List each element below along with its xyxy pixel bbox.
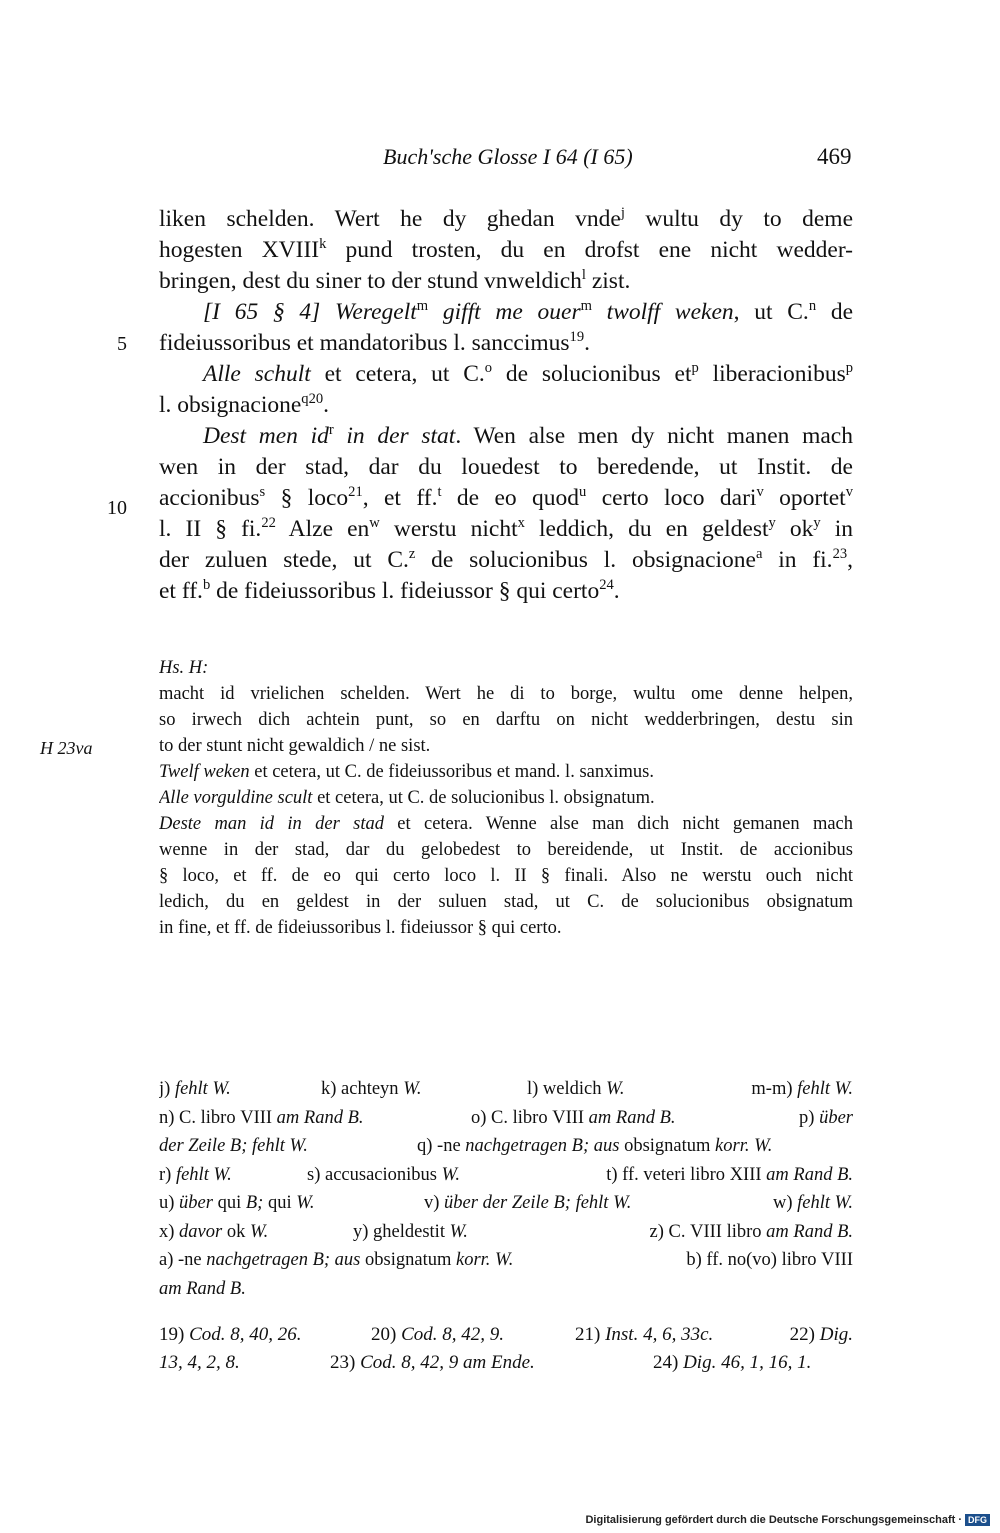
- hs-line-7: wenne in der stad, dar du gelobedest to bereidende, ut Instit. de accionibus: [159, 840, 853, 860]
- note-o: o) C. libro VIII am Rand B.: [471, 1107, 676, 1128]
- note-v: v) über der Zeile B; fehlt W.: [424, 1193, 632, 1213]
- main-line-2: hogesten XVIII$^k$ pund trosten, du en drofst ene nicht wedder-: [159, 236, 853, 263]
- hs-line-5: Alle vorguldine scult et cetera, ut C. de solucionibus l. obsignatum.: [159, 788, 655, 808]
- note-y: y) gheldestit W.: [353, 1221, 468, 1242]
- hs-line-6: Deste man id in der stad et cetera. Wenne alse man dich nicht gemanen mach: [159, 814, 853, 834]
- note-l: l) weldich W.: [527, 1079, 625, 1099]
- note-p: p) über: [799, 1107, 853, 1128]
- main-line-5: fideiussoribus et mandatoribus l. sanccimus$^{19}$.: [159, 329, 590, 356]
- footnote-22-cont: 13, 4, 2, 8.: [159, 1352, 240, 1373]
- hs-line-2: so irwech dich achtein punt, so en darftu on nicht wedderbringen, destu sin: [159, 710, 853, 730]
- note-k: k) achteyn W.: [321, 1079, 422, 1099]
- main-line-3: bringen, dest du siner to der stund vnweldich$^l$ zist.: [159, 267, 631, 294]
- main-line-11: l. II § fi.$^{22}$ Alze $en^w$ werstu nicht$^x$ leddich, du en geldest$^y$ $ok^y$ in: [159, 515, 853, 542]
- main-line-9: wen in der stad, dar du louedest to beredende, ut Instit. de: [159, 454, 853, 480]
- hs-line-1: macht id vrielichen schelden. Wert he di to borge, wultu ome denne helpen,: [159, 684, 853, 704]
- margin-note: H 23va: [40, 738, 93, 758]
- apparatus-line-1: [159, 1075, 853, 1104]
- page-number: 469: [817, 144, 852, 169]
- hs-line-9: ledich, du en geldest in der suluen stad, ut C. de solucionibus obsignatum: [159, 892, 853, 912]
- line-number-5: 5: [117, 333, 127, 355]
- main-line-10: accionibus$^s$ § loco$^{21}$, et ff.$^t$ de eo quod$^u$ certo loco dari$^v$ oportet$^v$: [159, 484, 853, 511]
- note-j: j) fehlt W.: [159, 1079, 231, 1099]
- footnote-21: 21) Inst. 4, 6, 33c.: [575, 1324, 714, 1345]
- source-footnotes: [159, 1321, 853, 1377]
- apparatus-line-2: [159, 1104, 853, 1133]
- hs-line-8: § loco, et ff. de eo qui certo loco l. II § finali. Also ne werstu ouch nicht: [159, 866, 853, 886]
- note-w: w) fehlt W.: [773, 1193, 853, 1213]
- footnote-22: 22) Dig.: [789, 1324, 853, 1345]
- main-line-6: Alle schult et cetera, ut C.$^o$ de solucionibus $et^p$ liberacionibus$^p$: [203, 360, 853, 387]
- critical-apparatus: [159, 1075, 853, 1303]
- note-n: n) C. libro VIII am Rand B.: [159, 1107, 364, 1128]
- main-line-13: et ff.$^b$ de fideiussoribus l. fideiussor § qui certo$^{24}$.: [159, 577, 620, 604]
- hs-line-10: in fine, et ff. de fideiussoribus l. fideiussor § qui certo.: [159, 918, 562, 938]
- note-t: t) ff. veteri libro XIII am Rand B.: [606, 1164, 853, 1185]
- main-line-7: l. obsignacione$^{q20}$.: [159, 391, 329, 418]
- apparatus-line-3: [159, 1132, 853, 1161]
- main-line-4: [I 65 § 4] Weregelt$^m$ gifft me ouer$^m$ twolff weken, ut C.$^n$ de: [203, 298, 853, 325]
- apparatus-line-5: [159, 1189, 853, 1218]
- dfg-logo: DFG: [965, 1514, 990, 1526]
- main-line-1: liken schelden. Wert he dy ghedan vnde$^j$ wultu dy to deme: [159, 205, 853, 232]
- note-x: x) davor ok W.: [159, 1221, 269, 1242]
- line-number-10: 10: [107, 497, 127, 519]
- main-line-12: der zuluen stede, ut C.$^z$ de solucionibus l. obsignacione$^a$ in fi.$^{23}$,: [159, 546, 853, 573]
- manuscript-h-text: [159, 655, 853, 941]
- note-s: s) accusacionibus W.: [307, 1164, 460, 1185]
- note-a: a) -ne nachgetragen B; aus obsignatum korr. W.: [159, 1250, 514, 1270]
- note-r: r) fehlt W.: [159, 1164, 232, 1185]
- hs-line-3: to der stunt nicht gewaldich / ne sist.: [159, 736, 431, 756]
- note-b-cont: am Rand B.: [159, 1278, 246, 1299]
- apparatus-line-8: [159, 1275, 853, 1304]
- note-m-m: m-m) fehlt W.: [751, 1079, 853, 1099]
- apparatus-line-6: [159, 1218, 853, 1247]
- note-u: u) über qui B; qui W.: [159, 1193, 315, 1213]
- note-p-cont: der Zeile B; fehlt W.: [159, 1136, 308, 1156]
- footnote-20: 20) Cod. 8, 42, 9.: [371, 1324, 505, 1345]
- footnote-24: 24) Dig. 46, 1, 16, 1.: [653, 1352, 812, 1373]
- hs-heading: Hs. H:: [159, 658, 209, 678]
- note-b: b) ff. no(vo) libro VIII: [686, 1250, 853, 1270]
- apparatus-line-7: [159, 1246, 853, 1275]
- running-title: Buch'sche Glosse I 64 (I 65): [383, 144, 633, 169]
- note-q: q) -ne nachgetragen B; aus obsignatum korr. W.: [417, 1136, 773, 1156]
- apparatus-line-4: [159, 1161, 853, 1190]
- footnote-23: 23) Cod. 8, 42, 9 am Ende.: [330, 1352, 535, 1373]
- note-z: z) C. VIII libro am Rand B.: [649, 1221, 853, 1242]
- main-line-8: Dest men $id^r$ in der stat. Wen alse men dy nicht manen mach: [203, 422, 853, 449]
- hs-line-4: Twelf weken et cetera, ut C. de fideiussoribus et mand. l. sanximus.: [159, 762, 654, 782]
- main-text: [159, 204, 853, 607]
- credit-text: Digitalisierung gefördert durch die Deutsche Forschungsgemeinschaft ·: [585, 1514, 962, 1526]
- footnote-line-1: [159, 1321, 853, 1349]
- footnote-line-2: [159, 1349, 853, 1377]
- footnote-19: 19) Cod. 8, 40, 26.: [159, 1324, 302, 1345]
- digitization-credit: [585, 1514, 990, 1526]
